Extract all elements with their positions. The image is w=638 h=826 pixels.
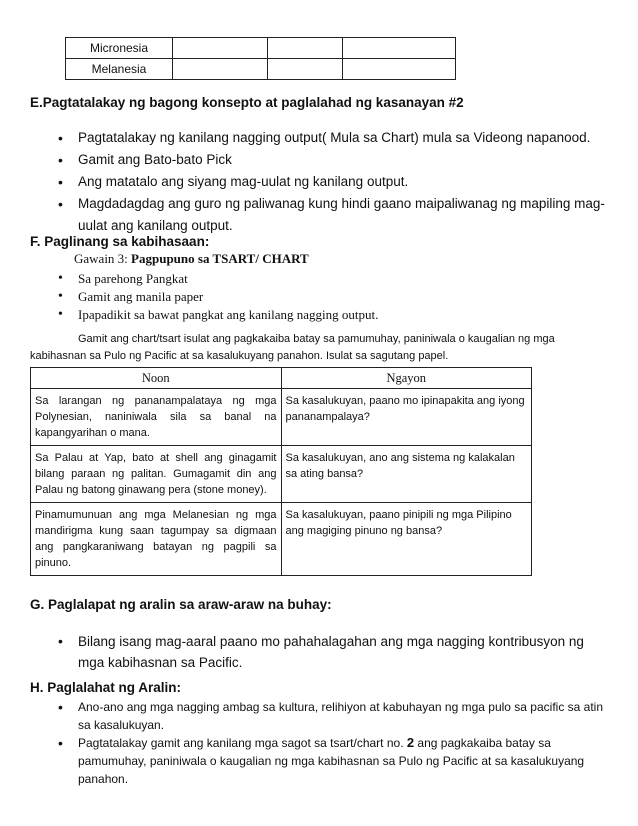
list-item: • Gamit ang Bato-bato Pick <box>58 149 598 171</box>
table-header-row <box>31 368 532 389</box>
activity-name: Pagpupuno sa TSART/ CHART <box>131 251 309 266</box>
item-text: ang pagkakaiba batay sa pamumuhay, paniniwala o kaugalian ng mga kabihasnan sa Pulo ng Pacific at sa kasalukuyang panahon. <box>78 736 585 786</box>
list-item: • Gamit ang manila paper <box>58 288 578 306</box>
ngayon-cell: Sa kasalukuyan, paano pinipili ng mga Pilipino ang magiging pinuno ng bansa? <box>281 503 532 576</box>
section-f-heading: F. Paglinang sa kabihasaan: <box>30 234 210 249</box>
table-row <box>31 446 532 503</box>
empty-cell <box>173 59 268 80</box>
activity-title <box>74 251 309 267</box>
column-header-ngayon: Ngayon <box>281 368 532 389</box>
table-row <box>66 59 456 80</box>
region-cell: Micronesia <box>66 38 173 59</box>
list-item: • Sa parehong Pangkat <box>58 270 578 288</box>
region-cell: Melanesia <box>66 59 173 80</box>
table-row <box>31 503 532 576</box>
section-h-list <box>58 698 618 788</box>
list-item: • Ipapadikit sa bawat pangkat ang kanilang nagging output. <box>58 306 578 324</box>
empty-cell <box>343 38 456 59</box>
list-item: • Ang matatalo ang siyang mag-uulat ng kanilang output. <box>58 171 598 193</box>
list-item: • Pagtatalakay ng kanilang nagging output( Mula sa Chart) mula sa Videong napanood. <box>58 127 598 149</box>
empty-cell <box>173 38 268 59</box>
list-item <box>58 734 618 788</box>
noon-ngayon-table <box>30 367 532 576</box>
empty-cell <box>268 38 343 59</box>
ngayon-cell: Sa kasalukuyan, ano ang sistema ng kalakalan sa ating bansa? <box>281 446 532 503</box>
section-f-list <box>58 270 578 324</box>
noon-cell: Sa larangan ng pananampalataya ng mga Polynesian, naniniwala sila sa banal na kapangyarihan o mana. <box>31 389 282 446</box>
table-row <box>31 389 532 446</box>
chart-number: 2 <box>406 735 415 750</box>
empty-cell <box>343 59 456 80</box>
ngayon-cell: Sa kasalukuyan, paano mo ipinapakita ang iyong pananampalaya? <box>281 389 532 446</box>
noon-cell: Pinamumunuan ang mga Melanesian ng mga mandirigma kung saan tagumpay sa digmaan ang pangkaraniwang batayan ng pagpili sa pinuno. <box>31 503 282 576</box>
list-item: • Bilang isang mag-aaral paano mo pahahalagahan ang mga nagging kontribusyon ng mga kabihasnan sa Pacific. <box>58 631 608 673</box>
empty-cell <box>268 59 343 80</box>
item-text: Pagtatalakay gamit ang kanilang mga sagot sa tsart/chart no. <box>78 736 407 750</box>
column-header-noon: Noon <box>31 368 282 389</box>
list-item: • Magdadagdag ang guro ng paliwanag kung hindi gaano maipaliwanag ng mapiling mag-uulat ang kanilang output. <box>58 193 608 237</box>
activity-prefix: Gawain 3: <box>74 251 132 266</box>
section-h-heading: H. Paglalahat ng Aralin: <box>30 680 182 695</box>
instructions-paragraph: Gamit ang chart/tsart isulat ang pagkakaiba batay sa pamumuhay, paniniwala o kaugalian ng mga kabihasnan sa Pulo ng Pacific at sa kasalukuyang panahon. Isulat sa sagutang papel. <box>30 333 555 362</box>
list-item: • Ano-ano ang mga nagging ambag sa kultura, relihiyon at kabuhayan ng mga pulo sa pacific sa atin sa kasalukuyan. <box>58 698 618 734</box>
table-row <box>66 38 456 59</box>
section-e-heading: E.Pagtatalakay ng bagong konsepto at paglalahad ng kasanayan #2 <box>30 95 464 110</box>
region-chart-table <box>65 37 456 80</box>
section-g-list <box>58 631 608 673</box>
section-g-heading: G. Paglalapat ng aralin sa araw-araw na buhay: <box>30 597 332 612</box>
section-e-list <box>58 127 605 237</box>
noon-cell: Sa Palau at Yap, bato at shell ang ginagamit bilang paraan ng palitan. Gumagamit din ang Palau ng batong ginawang pera (stone money). <box>31 446 282 503</box>
